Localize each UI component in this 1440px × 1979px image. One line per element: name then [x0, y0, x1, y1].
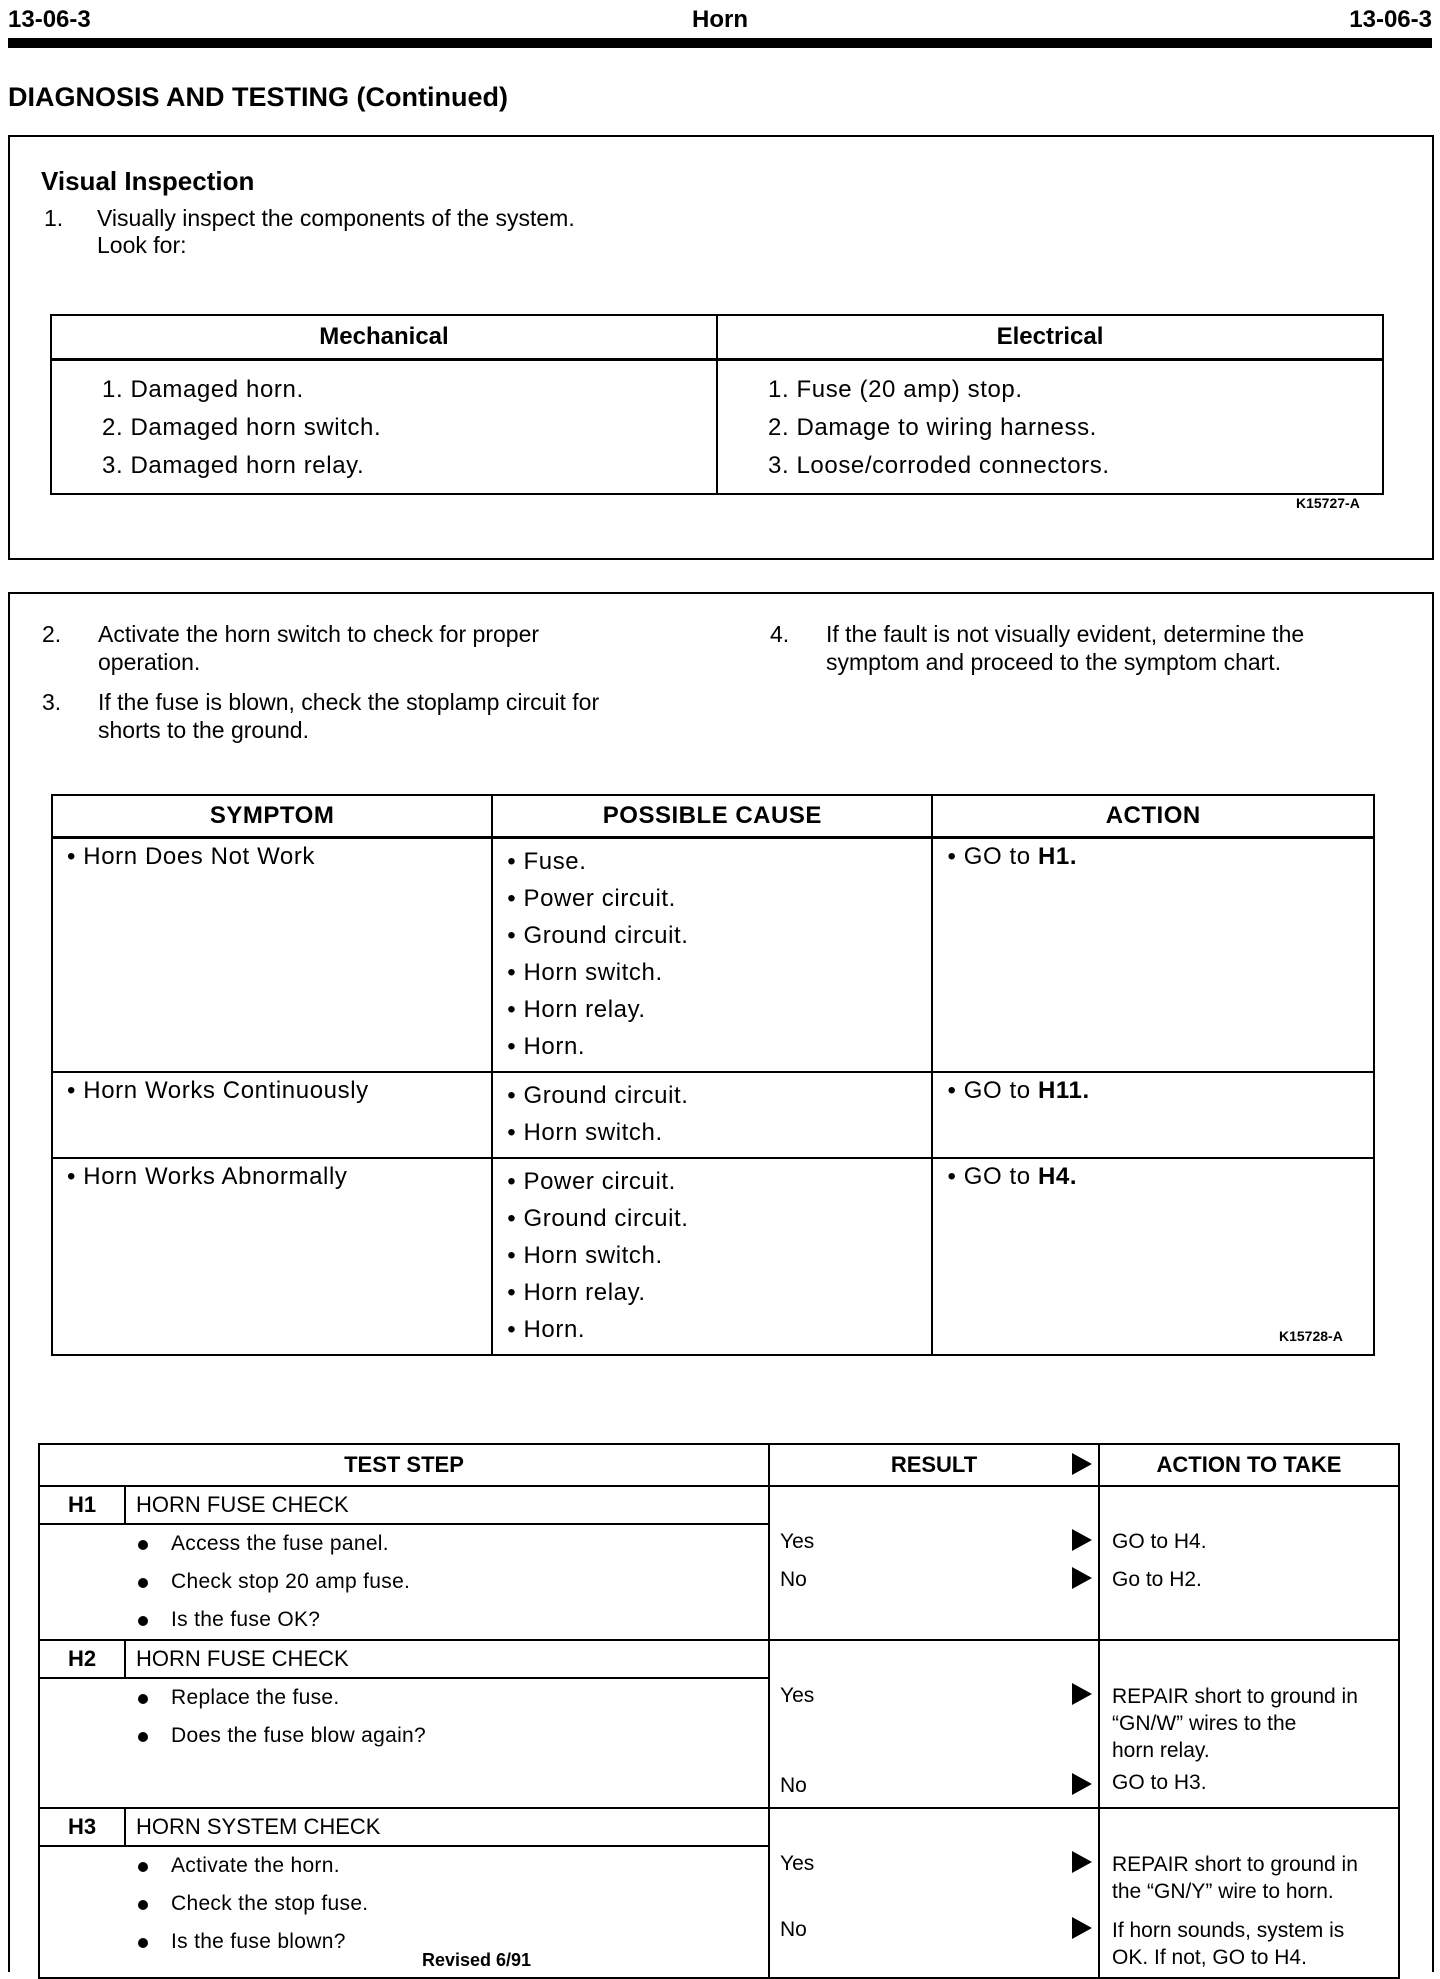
column-header: ACTION TO TAKE — [1099, 1444, 1399, 1486]
header-rule — [8, 38, 1432, 48]
bullet-icon — [138, 1938, 148, 1948]
test-step-row — [39, 1486, 1399, 1640]
step-number: 3. — [42, 689, 62, 715]
cause-cell — [492, 1072, 932, 1158]
action-text: • GO to — [947, 1163, 1038, 1190]
list-item: 1. Damaged horn. — [102, 376, 304, 403]
result-line — [770, 1677, 1098, 1715]
step-text — [98, 620, 539, 676]
action-line: REPAIR short to ground in — [1112, 1853, 1358, 1876]
step-bullet — [40, 1601, 768, 1639]
result-line — [770, 1767, 1098, 1805]
bullet-text: Does the fuse blow again? — [171, 1724, 426, 1747]
step-name: HORN FUSE CHECK — [136, 1492, 349, 1517]
cause-item: • Horn switch. — [507, 959, 663, 986]
step-number: 4. — [770, 621, 790, 647]
test-step-cell — [39, 1486, 769, 1640]
test-step-table — [38, 1443, 1400, 1979]
bullet-icon — [138, 1862, 148, 1872]
column-header: POSSIBLE CAUSE — [492, 795, 932, 838]
cause-item: • Ground circuit. — [507, 1082, 689, 1109]
step-bullet — [40, 1679, 768, 1717]
step-header — [40, 1809, 768, 1847]
arrow-right-icon — [1072, 1529, 1092, 1551]
action-text — [1100, 1851, 1398, 1905]
column-header: ACTION — [932, 795, 1374, 838]
arrow-right-icon — [1072, 1453, 1092, 1475]
action-code: H4. — [1038, 1163, 1078, 1190]
test-step-cell — [39, 1640, 769, 1808]
electrical-list — [717, 360, 1383, 495]
step-number: 1. — [44, 205, 64, 231]
symptom-chart — [51, 794, 1375, 1356]
table-row — [52, 838, 1374, 1073]
bullet-icon — [138, 1900, 148, 1910]
cause-item: • Fuse. — [507, 848, 587, 875]
result-label: No — [780, 1774, 807, 1797]
action-line: “GN/W” wires to the — [1112, 1712, 1297, 1735]
test-step-cell — [39, 1808, 769, 1978]
column-header: TEST STEP — [39, 1444, 769, 1486]
cause-item: • Horn. — [507, 1033, 586, 1060]
step-text — [98, 688, 599, 744]
action-cell — [932, 1158, 1374, 1355]
cause-cell — [492, 1158, 932, 1355]
step-id: H3 — [40, 1809, 126, 1845]
result-line — [770, 1523, 1098, 1561]
figure-id: K15727-A — [1296, 495, 1360, 511]
action-cell — [932, 838, 1374, 1073]
symptom-cell: • Horn Does Not Work — [52, 838, 492, 1073]
result-header: RESULT — [890, 1452, 978, 1477]
page-number-right: 13-06-3 — [1349, 6, 1432, 33]
action-text — [1100, 1917, 1398, 1971]
action-line: OK. If not, GO to H4. — [1112, 1946, 1307, 1969]
bullet-icon — [138, 1694, 148, 1704]
action-cell — [1099, 1640, 1399, 1808]
action-text — [1100, 1683, 1398, 1764]
action-line: horn relay. — [1112, 1739, 1210, 1762]
column-header: SYMPTOM — [52, 795, 492, 838]
step-header — [40, 1487, 768, 1525]
action-code: H1. — [1038, 843, 1078, 870]
bullet-text: Check stop 20 amp fuse. — [171, 1570, 411, 1593]
bullet-text: Is the fuse OK? — [171, 1608, 321, 1631]
result-cell — [769, 1640, 1099, 1808]
table-row — [52, 1072, 1374, 1158]
step-header — [40, 1641, 768, 1679]
page-header — [8, 6, 1432, 34]
step-text-line: If the fuse is blown, check the stoplamp circuit for — [98, 689, 600, 715]
result-label: No — [780, 1918, 807, 1941]
action-text: GO to H3. — [1112, 1771, 1207, 1794]
arrow-right-icon — [1072, 1917, 1092, 1939]
instruction-step — [42, 688, 722, 748]
result-cell — [769, 1808, 1099, 1978]
step-text-line: shorts to the ground. — [98, 717, 309, 743]
action-text: Go to H2. — [1112, 1568, 1202, 1591]
cause-item: • Horn switch. — [507, 1119, 663, 1146]
step-number: 2. — [42, 621, 62, 647]
list-item: 2. Damage to wiring harness. — [768, 414, 1097, 441]
step-bullet — [40, 1923, 768, 1961]
step-bullet — [40, 1525, 768, 1563]
action-cell — [1099, 1486, 1399, 1640]
result-line — [770, 1845, 1098, 1883]
cause-item: • Ground circuit. — [507, 1205, 689, 1232]
step-name: HORN SYSTEM CHECK — [136, 1814, 381, 1839]
cause-item: • Horn relay. — [507, 996, 646, 1023]
list-item: 3. Loose/corroded connectors. — [768, 452, 1110, 479]
inspection-table — [50, 314, 1384, 495]
test-step-row — [39, 1640, 1399, 1808]
bullet-icon — [138, 1578, 148, 1588]
cause-item: • Horn relay. — [507, 1279, 646, 1306]
action-line: REPAIR short to ground in — [1112, 1685, 1358, 1708]
step-id: H1 — [40, 1487, 126, 1523]
step-text-line: Visually inspect the components of the system. — [97, 205, 575, 231]
step-bullet — [40, 1847, 768, 1885]
column-header — [769, 1444, 1099, 1486]
step-text-line: Activate the horn switch to check for proper — [98, 621, 540, 647]
bullet-icon — [138, 1616, 148, 1626]
step-text-line: operation. — [98, 649, 201, 675]
step-bullet — [40, 1717, 768, 1755]
bullet-text: Is the fuse blown? — [171, 1930, 346, 1953]
column-header: Mechanical — [51, 315, 717, 360]
bullet-text: Replace the fuse. — [171, 1686, 340, 1709]
arrow-right-icon — [1072, 1773, 1092, 1795]
page-number-left: 13-06-3 — [8, 6, 91, 33]
step-bullet — [40, 1563, 768, 1601]
figure-id: K15728-A — [1279, 1328, 1343, 1344]
step-id: H2 — [40, 1641, 126, 1677]
action-text: • GO to — [947, 843, 1038, 870]
step-text — [826, 620, 1304, 676]
cause-item: • Power circuit. — [507, 1168, 676, 1195]
table-row — [52, 1158, 1374, 1355]
bullet-text: Check the stop fuse. — [171, 1892, 369, 1915]
list-item: 3. Damaged horn relay. — [102, 452, 365, 479]
cause-item: • Horn. — [507, 1316, 586, 1343]
action-cell — [1099, 1808, 1399, 1978]
step-text-line: If the fault is not visually evident, determine the — [826, 621, 1305, 647]
result-label: Yes — [780, 1852, 815, 1875]
cause-item: • Power circuit. — [507, 885, 676, 912]
result-line — [770, 1561, 1098, 1599]
cause-item: • Horn switch. — [507, 1242, 663, 1269]
arrow-right-icon — [1072, 1851, 1092, 1873]
result-line — [770, 1911, 1098, 1949]
visual-inspection-title: Visual Inspection — [41, 166, 255, 196]
action-cell — [932, 1072, 1374, 1158]
page-header-title: Horn — [692, 6, 748, 33]
symptom-cell: • Horn Works Abnormally — [52, 1158, 492, 1355]
result-cell — [769, 1486, 1099, 1640]
arrow-right-icon — [1072, 1567, 1092, 1589]
bullet-icon — [138, 1732, 148, 1742]
instruction-step — [770, 620, 1430, 680]
action-line: the “GN/Y” wire to horn. — [1112, 1880, 1334, 1903]
bullet-text: Activate the horn. — [171, 1854, 340, 1877]
result-label: Yes — [780, 1530, 815, 1553]
action-line: If horn sounds, system is — [1112, 1919, 1345, 1942]
step-name: HORN FUSE CHECK — [136, 1646, 349, 1671]
symptom-cell: • Horn Works Continuously — [52, 1072, 492, 1158]
column-header: Electrical — [717, 315, 1383, 360]
action-code: H11. — [1038, 1077, 1090, 1104]
list-item: 1. Fuse (20 amp) stop. — [768, 376, 1023, 403]
step-text-line: Look for: — [97, 232, 187, 258]
section-title: DIAGNOSIS AND TESTING (Continued) — [8, 82, 508, 112]
list-item: 2. Damaged horn switch. — [102, 414, 382, 441]
instruction-step — [42, 620, 662, 680]
action-text: • GO to — [947, 1077, 1038, 1104]
result-label: No — [780, 1568, 807, 1591]
bullet-text: Access the fuse panel. — [171, 1532, 389, 1555]
test-step-row — [39, 1808, 1399, 1978]
arrow-right-icon — [1072, 1683, 1092, 1705]
step-text — [97, 205, 575, 259]
revision-note: Revised 6/91 — [422, 1950, 532, 1970]
cause-item: • Ground circuit. — [507, 922, 689, 949]
step-text-line: symptom and proceed to the symptom chart. — [826, 649, 1282, 675]
mechanical-list — [51, 360, 717, 495]
step-bullet — [40, 1885, 768, 1923]
action-text: GO to H4. — [1112, 1530, 1207, 1553]
cause-cell — [492, 838, 932, 1073]
result-label: Yes — [780, 1684, 815, 1707]
bullet-icon — [138, 1540, 148, 1550]
